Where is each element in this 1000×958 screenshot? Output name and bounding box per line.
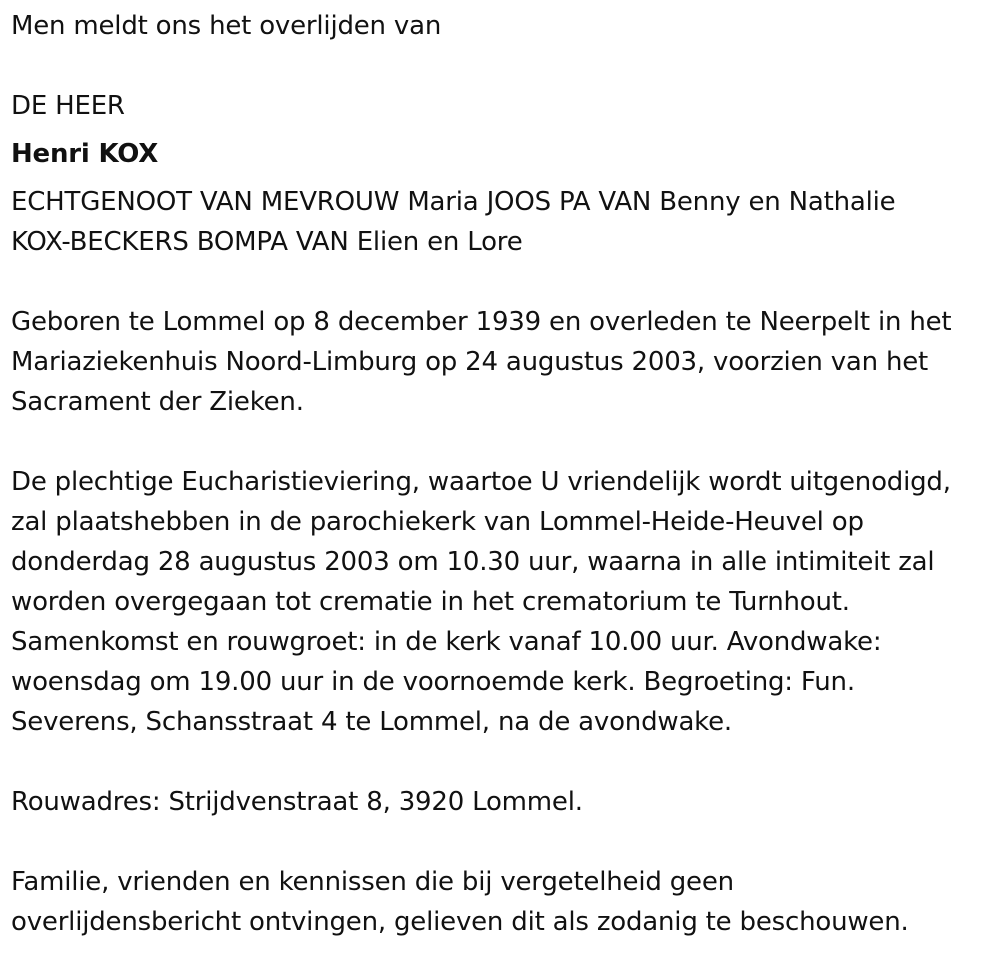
honorific-title: DE HEER	[11, 91, 125, 121]
ceremony-line: worden overgegaan tot crematie in het crematorium te Turnhout.	[11, 587, 850, 617]
deceased-name: Henri KOX	[11, 139, 159, 169]
spacer	[11, 422, 996, 462]
closing-line: overlijdensbericht ontvingen, gelieven dit als zodanig te beschouwen.	[11, 907, 909, 937]
intro-text: Men meldt ons het overlijden van	[11, 11, 442, 41]
mourning-address: Rouwadres: Strijdvenstraat 8, 3920 Lommel.	[11, 787, 583, 817]
relations-line: ECHTGENOOT VAN MEVROUW Maria JOOS PA VAN Benny en Nathalie	[11, 187, 896, 217]
relations-line: KOX-BECKERS BOMPA VAN Elien en Lore	[11, 227, 523, 257]
birth-death-line: Geboren te Lommel op 8 december 1939 en overleden te Neerpelt in het	[11, 307, 952, 337]
relations-paragraph	[11, 182, 996, 262]
death-notice	[11, 6, 996, 942]
ceremony-line: woensdag om 19.00 uur in de voornoemde kerk. Begroeting: Fun.	[11, 667, 855, 697]
birth-death-line: Mariaziekenhuis Noord-Limburg op 24 augustus 2003, voorzien van het	[11, 347, 929, 377]
ceremony-line: donderdag 28 augustus 2003 om 10.30 uur, waarna in alle intimiteit zal	[11, 547, 935, 577]
ceremony-line: Samenkomst en rouwgroet: in de kerk vanaf 10.00 uur. Avondwake:	[11, 627, 882, 657]
closing-line: Familie, vrienden en kennissen die bij vergetelheid geen	[11, 867, 734, 897]
ceremony-line: De plechtige Eucharistieviering, waartoe U vriendelijk wordt uitgenodigd,	[11, 467, 951, 497]
ceremony-line: Severens, Schansstraat 4 te Lommel, na de avondwake.	[11, 707, 732, 737]
birth-death-paragraph	[11, 302, 996, 422]
spacer	[11, 46, 996, 86]
birth-death-line: Sacrament der Zieken.	[11, 387, 304, 417]
spacer	[11, 262, 996, 302]
spacer	[11, 822, 996, 862]
closing-paragraph	[11, 862, 996, 942]
spacer	[11, 742, 996, 782]
ceremony-paragraph	[11, 462, 996, 742]
ceremony-line: zal plaatshebben in de parochiekerk van Lommel-Heide-Heuvel op	[11, 507, 864, 537]
